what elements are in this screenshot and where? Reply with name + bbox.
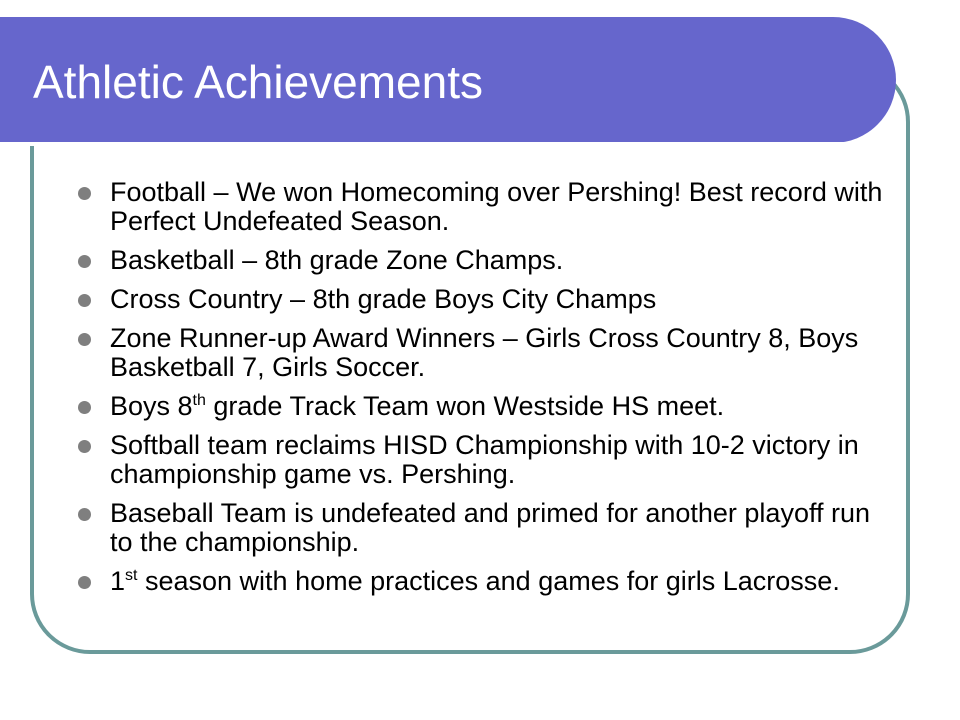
bullet-dot-icon: [78, 508, 91, 521]
list-item: [78, 392, 888, 421]
bullet-dot-icon: [78, 440, 91, 453]
list-item: [78, 285, 888, 314]
list-item: [78, 246, 888, 275]
list-item: [78, 499, 888, 557]
bullet-dot-icon: [78, 255, 91, 268]
bullet-dot-icon: [78, 401, 91, 414]
list-item-text-pre: Boys 8: [110, 391, 193, 421]
bullet-dot-icon: [78, 333, 91, 346]
list-item-text: Softball team reclaims HISD Championship with 10-2 victory in championship game vs. Pershing.: [110, 430, 859, 489]
list-item-text: Zone Runner-up Award Winners – Girls Cross Country 8, Boys Basketball 7, Girls Soccer.: [110, 323, 859, 382]
list-item: [78, 431, 888, 489]
title-underline: [0, 142, 848, 146]
bullet-dot-icon: [78, 187, 91, 200]
title-bar: [0, 17, 896, 143]
list-item: [78, 567, 888, 596]
list-item-text: Basketball – 8th grade Zone Champs.: [110, 245, 564, 275]
list-item-text: Football – We won Homecoming over Pershing! Best record with Perfect Undefeated Season.: [110, 177, 883, 236]
list-item-text-pre: 1: [110, 566, 126, 596]
list-item-text-post: grade Track Team won Westside HS meet.: [205, 391, 725, 421]
list-item-superscript: st: [125, 567, 138, 584]
list-item: [78, 178, 888, 236]
list-item-text-post: season with home practices and games for girls Lacrosse.: [137, 566, 840, 596]
list-item: [78, 324, 888, 382]
list-item-text: Baseball Team is undefeated and primed for another playoff run to the championship.: [110, 498, 870, 557]
list-item-text: Cross Country – 8th grade Boys City Champs: [110, 284, 657, 314]
bullet-dot-icon: [78, 294, 91, 307]
bullet-list: [78, 178, 888, 606]
slide-title: Athletic Achievements: [33, 56, 484, 108]
bullet-dot-icon: [78, 576, 91, 589]
list-item-superscript: th: [192, 392, 206, 409]
